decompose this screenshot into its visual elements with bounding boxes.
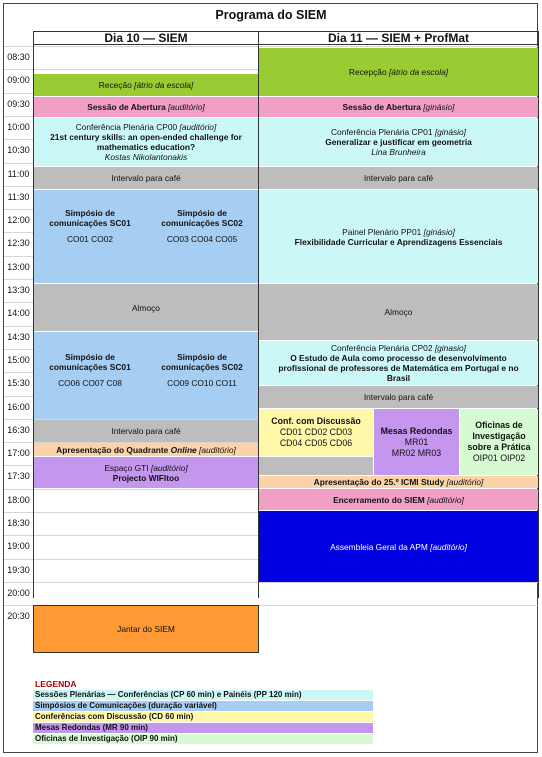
day11-gap <box>259 457 373 475</box>
day10-rececao <box>34 74 258 96</box>
day11-cp01 <box>259 118 538 166</box>
time-label: 13:30 <box>7 285 30 295</box>
cp01-heading: Conferência Plenária CP01 <box>330 127 435 137</box>
cp00-title-line1: 21st century skills: an open-ended challenge for <box>50 132 242 142</box>
sc02-morning-line1: Simpósio de <box>177 208 227 218</box>
day11-header: Dia 11 — SIEM + ProfMat <box>258 31 539 45</box>
cp01-place: [ginásio] <box>434 127 467 137</box>
day11-mesas-redondas <box>374 409 459 475</box>
cd-codes-line1: CD01 CD02 CD03 <box>279 427 353 437</box>
day10-cafe2: Intervalo para café <box>34 420 258 442</box>
cp01-title: Generalizar e justificar em geometria <box>325 137 472 147</box>
day11-oficinas <box>460 409 538 475</box>
sc02-morning-codes: CO03 CO04 CO05 <box>166 234 238 244</box>
time-label: 17:00 <box>7 448 30 458</box>
sc01-morning <box>34 208 146 244</box>
page-title: Programa do SIEM <box>215 8 327 22</box>
day11-rececao <box>259 48 538 96</box>
legend-mesas-redondas: Mesas Redondas (MR 90 min) <box>33 723 373 733</box>
gti-label: Espaço GTI <box>104 462 151 473</box>
day10-cp00 <box>34 118 258 166</box>
cp02-title-line2: profissional de professores de Matemática em Portugal e no <box>278 363 519 373</box>
time-label: 12:00 <box>7 215 30 225</box>
cp01-speaker: Lina Brunheira <box>371 147 426 157</box>
day10-jantar: Jantar do SIEM <box>33 605 259 653</box>
day10-simposios-manha <box>34 190 258 283</box>
time-label: 15:00 <box>7 355 30 365</box>
sc01-morning-line2: comunicações SC01 <box>49 218 131 228</box>
time-label: 10:00 <box>7 122 30 132</box>
sc02-morning <box>146 208 258 244</box>
day11-rececao-place: [átrio da escola] <box>388 67 449 77</box>
mr-codes-line1: MR01 <box>404 436 429 447</box>
oip-heading-line3: sobre a Prática <box>467 442 531 452</box>
day11-icmi <box>259 476 538 488</box>
day11-abertura <box>259 97 538 117</box>
time-label: 17:30 <box>7 471 30 481</box>
oip-heading-line2: Investigação <box>472 431 526 441</box>
pp01-heading: Painel Plenário PP01 <box>342 226 424 237</box>
quadrante-place: [auditório] <box>196 444 236 455</box>
day11-pp01 <box>259 190 538 283</box>
cp02-title-line1: O Estudo de Aula como processo de desenvolvimento <box>290 353 507 363</box>
legend-simposios: Simpósios de Comunicações (duração variável) <box>33 701 373 711</box>
cp00-heading: Conferência Plenária CP00 <box>75 122 180 132</box>
day11-encerramento <box>259 489 538 510</box>
time-label: 15:30 <box>7 378 30 388</box>
day10-abertura-label: Sessão de Abertura <box>87 102 168 112</box>
mr-codes-line2: MR02 MR03 <box>391 447 442 458</box>
legend-conf-discussao: Conferências com Discussão (CD 60 min) <box>33 712 373 722</box>
time-label: 19:00 <box>7 541 30 551</box>
day11-apm <box>259 511 538 582</box>
time-label: 12:30 <box>7 238 30 248</box>
gti-project: Projecto WIFItoo <box>112 472 180 483</box>
time-label: 16:30 <box>7 425 30 435</box>
day10-quadrante <box>34 443 258 456</box>
time-label: 18:30 <box>7 518 30 528</box>
legend-oficinas: Oficinas de Investigação (OIP 90 min) <box>33 734 373 744</box>
time-label: 13:00 <box>7 262 30 272</box>
sc01-afternoon <box>34 352 146 388</box>
day10-abertura-place: [auditório] <box>167 102 205 112</box>
time-label: 10:30 <box>7 145 30 155</box>
quadrante-online: Online <box>170 444 197 455</box>
time-label: 20:00 <box>7 588 30 598</box>
sc02-morning-line2: comunicações SC02 <box>161 218 243 228</box>
day11-almoco: Almoço <box>259 284 538 340</box>
time-label: 19:30 <box>7 565 30 575</box>
pp01-place: [ginásio] <box>423 226 455 237</box>
apm-place: [auditório] <box>430 541 467 552</box>
cp02-heading: Conferência Plenária CP02 <box>330 343 435 353</box>
day11-conf-discussao <box>259 409 373 456</box>
day10-simposios-tarde <box>34 332 258 419</box>
legend-plenarias: Sessões Plenárias — Conferências (CP 60 min) e Painéis (PP 120 min) <box>33 690 373 700</box>
day10-abertura <box>34 97 258 117</box>
day10-almoco: Almoço <box>34 284 258 331</box>
sc01-afternoon-codes: CO06 CO07 C08 <box>58 378 122 388</box>
icmi-place: [auditório] <box>446 477 484 487</box>
pp01-title: Flexibilidade Curricular e Aprendizagens Essenciais <box>294 236 503 247</box>
day11-cafe1: Intervalo para café <box>259 167 538 189</box>
sc02-afternoon-line2: comunicações SC02 <box>161 362 243 372</box>
day10-cafe1: Intervalo para café <box>34 167 258 189</box>
oip-codes: OIP01 OIP02 <box>472 453 526 463</box>
cd-heading: Conf. com Discussão <box>271 416 361 426</box>
sc01-morning-line1: Simpósio de <box>65 208 115 218</box>
encerramento-label: Encerramento do SIEM <box>333 494 428 505</box>
day10-header: Dia 10 — SIEM <box>33 31 259 45</box>
day10-gti <box>34 457 258 488</box>
sc02-afternoon <box>146 352 258 388</box>
day11-abertura-label: Sessão de Abertura <box>342 102 424 112</box>
day11-abertura-place: [ginásio] <box>423 102 455 112</box>
mr-heading: Mesas Redondas <box>380 425 453 436</box>
cp00-title-line2: mathematics education? <box>96 142 196 152</box>
time-label: 18:00 <box>7 495 30 505</box>
day11-cafe2: Intervalo para café <box>259 386 538 408</box>
time-label: 14:30 <box>7 332 30 342</box>
sc02-afternoon-codes: CO09 CO10 CO11 <box>167 378 237 388</box>
cd-codes-line2: CD04 CD05 CD06 <box>279 438 353 448</box>
time-label: 11:30 <box>7 192 30 202</box>
sc02-afternoon-line1: Simpósio de <box>177 352 227 362</box>
cp02-place: [ginasio] <box>434 343 467 353</box>
oip-heading-line1: Oficinas de <box>475 420 523 430</box>
day10-rececao-place: [átrio da escola] <box>134 80 194 90</box>
time-label: 09:00 <box>7 75 30 85</box>
time-label: 20:30 <box>7 611 30 621</box>
day10-rececao-label: Receção <box>98 80 135 90</box>
time-label: 14:00 <box>7 308 30 318</box>
time-label: 11:00 <box>7 169 30 179</box>
cp00-speaker: Kostas Nikolantonakis <box>104 152 188 162</box>
apm-label: Assembleia Geral da APM <box>330 541 431 552</box>
sc01-morning-codes: CO01 CO02 <box>66 234 114 244</box>
time-label: 09:30 <box>7 99 30 109</box>
cp02-title-line3: Brasil <box>386 373 411 383</box>
encerramento-place: [auditório] <box>427 494 464 505</box>
cp00-place: [auditório] <box>179 122 217 132</box>
time-label: 08:30 <box>7 52 30 62</box>
icmi-label: Apresentação do 25.º ICMI Study <box>313 477 447 487</box>
sc01-afternoon-line1: Simpósio de <box>65 352 115 362</box>
day11-cp02 <box>259 341 538 385</box>
time-label: 16:00 <box>7 402 30 412</box>
day11-rececao-label: Recepção <box>348 67 389 77</box>
sc01-afternoon-line2: comunicações SC01 <box>49 362 131 372</box>
gti-place: [auditório] <box>150 462 188 473</box>
quadrante-label: Apresentação do Quadrante <box>56 444 171 455</box>
legend-title: LEGENDA <box>35 679 77 689</box>
